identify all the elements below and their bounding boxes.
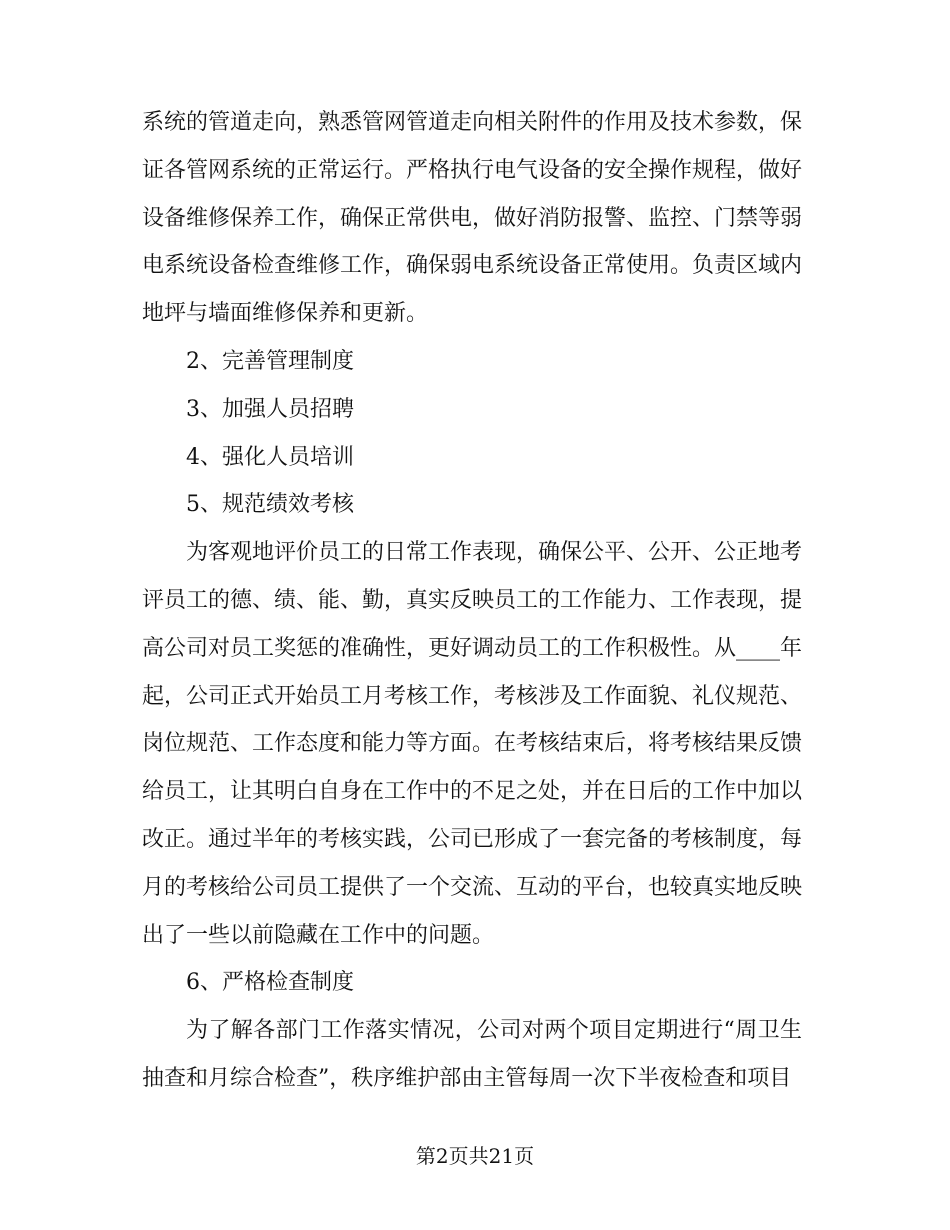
paragraph-performance-review: 为客观地评价员工的日常工作表现，确保公平、公开、公正地考评员工的德、绩、能、勤，真实反映员工的工作能力、工作表现，提高公司对员工奖惩的准确性，更好调动员工的工作积极性。从____年起，公司正式开始员工月考核工作，考核涉及工作面貌、礼仪规范、岗位规范、工作态度和能力等方面。在考核结束后，将考核结果反馈给员工，让其明白自身在工作中的不足之处，并在日后的工作中加以改正。通过半年的考核实践，公司已形成了一套完备的考核制度，每月的考核给公司员工提供了一个交流、互动的平台，也较真实地反映出了一些以前隐藏在工作中的问题。 <box>142 540 803 948</box>
page-number-footer: 第2页共21页 <box>415 1144 535 1168</box>
section-heading-3: 3、加强人员招聘 <box>186 396 354 422</box>
paragraph-1: 系统的管道走向，熟悉管网管道走向相关附件的作用及技术参数，保证各管网系统的正常运行。严格执行电气设备的安全操作规程，做好设备维修保养工作，确保正常供电，做好消防报警、监控、门禁等弱电系统设备检查维修工作，确保弱电系统设备正常使用。负责区域内地坪与墙面维修保养和更新。 <box>142 110 803 327</box>
section-heading-4: 4、强化人员培训 <box>186 444 354 470</box>
paragraph-inspection: 为了解各部门工作落实情况，公司对两个项目定期进行“周卫生抽查和月综合检查”，秩序维护部由主管每周一次下半夜检查和项目 <box>142 1018 802 1091</box>
section-heading-5: 5、规范绩效考核 <box>186 492 354 518</box>
section-heading-2: 2、完善管理制度 <box>186 348 354 374</box>
section-heading-6: 6、严格检查制度 <box>186 970 354 996</box>
document-body <box>142 99 802 1103</box>
